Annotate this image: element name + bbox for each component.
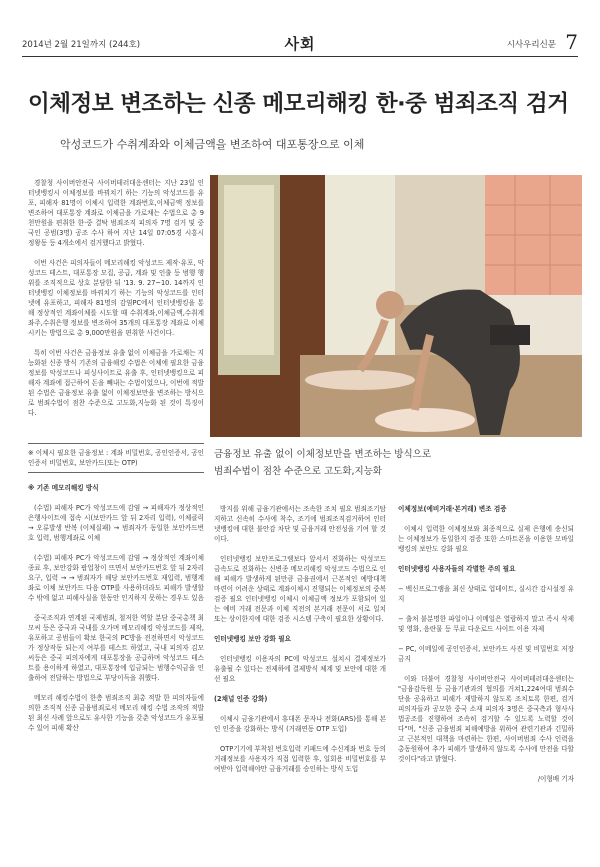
photo-illustration xyxy=(210,175,582,437)
article-paragraph: 이와 더불어 경찰청 사이버안전국 사이버테러대응센터는 "금융감독원 등 금융기관과의 협의를 거쳐1,224여대 범죄수단을 공유하고 피해가 재발하지 않도록 조치토록 한편, 검거 피의자들과 공모한 중국 소재 피의자 3명은 중국측과 형사사법공조를 진행하여 조속히 검거할 수 있도록 노력할 것이다"며, "신종 금융범죄 피해예방을 위하여 관련기관과 긴밀하고 근본적인 대책을 마련하는 한편, 사이버범죄 수사 인력을 총동원하여 추가 피해가 발생하지 않도록 수사에 만전을 다할 것이다"라고 밝혔다. xyxy=(398,675,574,763)
article-column-2 xyxy=(214,504,386,784)
article-paragraph: 메모리 해킹수법이 한층 범죄조직 최총 적발 한 피의자들에 의한 조직적 신종 금융범죄로서 메모리 해킹 수법 조작의 적발된 최신 사례 앞으로도 유사한 기능을 갖춘 악성코드가 유포될 수 있어 피해 확산 xyxy=(28,694,205,732)
list-item: − PC, 이메일에 공인인증서, 보안카드 사진 및 비밀번호 저장 금지 xyxy=(398,645,574,663)
masthead xyxy=(22,32,578,57)
caption-line: 범죄수법이 점찬 수준으로 고도화,지능화 xyxy=(214,466,383,477)
list-item: − 출처 불분명한 파일이나 이메일은 열람하지 말고 즉시 삭제 및 영화, 음란물 등 무료 다운로드 사이트 이용 자제 xyxy=(398,615,574,633)
paper-name: 시사우리신문 xyxy=(506,40,556,50)
subheadline: 악성코드가 수취계좌와 이체금액을 변조하여 대포통장으로 이체 xyxy=(60,138,365,151)
photo-caption xyxy=(214,446,504,480)
article-paragraph: (수법) 피해자 PC가 악성코드에 감염 → 피해자가 정상적인 은행사이트에 접속 시(보안카드 앞 뒤 2자리 입력), 이체클릭 → 오류발생 반복 (이체실패) → 범죄자가 동일한 보안카드번호 입력, 범행계좌로 이체 xyxy=(28,504,204,542)
news-photo xyxy=(210,175,582,437)
article-paragraph: 특히 이번 사건은 금융정보 유출 없이 이체금을 가로채는 지능화된 신종 방식 기존의 금융해킹 수법은 이체에 필요한 금융정보를 악성코드나 피싱사이트로 유출 후, 인터넷뱅킹으로 피해자 계좌에 접근하여 돈을 빼내는 수법이었으나, 이번에 적발된 수법은 금융정보 유출 없이 이체정보만을 변조하는 방식으로 범죄수법이 점찬 수준으로 고도화,지능화 된 것이 특징이다. xyxy=(28,349,205,417)
headline: 이체정보 변조하는 신종 메모리해킹 한·중 범죄조직 검거 xyxy=(28,91,569,117)
article-paragraph: 이번 사건은 피의자들이 메모리해킹 악성코드 제작·유포, 악성코드 테스트, 대포통장 모집, 공급, 계좌 및 인출 등 범행 행위를 조직적으로 상호 분담한 뒤 '13. 9. 27~10. 14까지 인터넷뱅킹 이체정보를 바꿔치기 하는 기능의 악성코드를 인터넷에 유포하고, 피해자 81명의 감염PC에서 인터넷뱅킹을 통해 정상적인 계좌이체를 시도할 때 수취계좌,이체금액,수취계좌주,수취은행 정보를 변조하여 35개의 대포통장 계좌로 이체시키는 방법으로 총 9,000만원을 편취한 사건이다. xyxy=(28,259,204,337)
byline: /이형배 기자 xyxy=(537,775,574,783)
caption-line: 금융정보 유출 없이 이체정보만을 변조하는 방식으로 xyxy=(214,449,431,460)
article-paragraph: 인터넷뱅킹 보안프로그램보다 앞서서 진화하는 악성코드 금속도로 진화하는 신변종 메모리해킹 악성코드 수법으로 인해 피해가 발생하게 된만큼 금융권에서 근본적인 예방대책 마련이 어려운 상태로 계좌이체시 진행되는 이체정보의 중복검증 필요 인터넷뱅킹 이체시 이체금액 정보가 포함되어 있는 예비 거래 전문과 이체 직전의 본거래 전문이 서로 일치 또는 상이한지에 대한 검증 시스템 구축이 필요한 상황이다. xyxy=(214,555,386,623)
article-paragraph: 경찰청 사이버안전국 사이버테러대응센터는 지난 23일 인터넷뱅킹시 이체정보를 바꿔치기 하는 기능의 악성코드를 유포, 피해자 81명이 이체시 입력한 계좌번호,이체금액 정보를 변조하여 대포통장 계좌로 이체금을 가로채는 수법으로 총 9천만원을 편취한 한·중 결탁 범죄조직 피의자 7명 검거 및 중국인 공범(3명) 공조 수사 하여 지난 14일 07:05경 시흥시 정왕동 등 4개소에서 검거했다고 밝혔다. xyxy=(28,179,204,247)
section-title: 사회 xyxy=(284,35,316,53)
subsection-heading: 인터넷뱅킹 사용자들의 각별한 주의 필요 xyxy=(398,565,516,573)
article-paragraph: OTP기기에 부착된 번호입력 키패드에 수신계좌 번호 등의 거래정보를 사용자가 직접 입력한 후, 일회용 비밀번호를 부여받아 입력해야만 금융거래를 승인하는 방식 도입 xyxy=(214,745,386,773)
subsection-heading: (2채널 인증 강화) xyxy=(214,695,268,703)
subsection-heading: 이체정보(예비거래·본거래) 변조 검증 xyxy=(398,505,507,513)
article-paragraph: 인터넷뱅킹 이용자의 PC에 악성코드 설치시 결제정보가 유출될 수 있다는 전제하에 결제방식 체계 및 보안에 대한 개선 필요 xyxy=(214,655,386,683)
article-column-1-top xyxy=(28,178,204,428)
page-number: 7 xyxy=(565,30,578,54)
subsection-heading: ※ 기존 메모리해킹 방식 xyxy=(28,484,99,492)
article-paragraph: 중국조직과 연계된 국제범죄, 철저한 역할 분담 중국총책 최모씨 등은 중국과 국내를 오가며 메모리해킹 악성코드를 제작,유포하고 공범들이 확보 한국의 PC방을 전전하면서 악성코드가 정상작동 되는지 여부를 테스트 하였고, 국내 피의자 김모씨등은 중국 피의자에게 대포통장을 공급하며 악성코드 테스트를 용이하게 하였고, 대포통장에 입금되는 범행수익금을 인출하여 전달하는 방법으로 부당이득을 취했다. xyxy=(28,614,205,682)
article-column-1-bottom xyxy=(28,443,204,743)
article-paragraph: 방지를 위해 금융기관에서는 조속한 조치 필요 범죄조기탐지하고 신속히 수사에 착수, 조기에 범죄조직검거하여 인터넷뱅킹에 대한 불안감 차단 및 금융거래 안전성을 기여 할 것이다. xyxy=(214,505,386,543)
info-box: ※ 이체시 필요한 금융정보 : 계좌 비밀번호, 공인인증서, 공인인증서 비밀번호, 보안카드(또는 OTP) xyxy=(28,443,204,473)
issue-date: 2014년 2월 21일까지 (244호) xyxy=(22,40,141,50)
article-column-3 xyxy=(398,504,574,794)
article-paragraph: 이체시 입력한 이체정보와 최종적으로 실제 은행에 송신되는 이체정보가 동일한지 검증 또한 스마트폰을 이용한 모바일뱅킹의 보안도 강화 필요 xyxy=(398,525,574,553)
article-paragraph: 이체시 금융기관에서 휴대폰 문자나 전화(ARS)를 통해 본인 인증을 강화하는 방식 (거래연동 OTP 도입) xyxy=(214,715,386,733)
subsection-heading: 인터넷뱅킹 보안 강화 필요 xyxy=(214,635,291,643)
list-item: − 백신프로그램을 최신 상태로 업데이트, 실시간 감시설정 유지 xyxy=(398,585,574,603)
article-paragraph: (수법) 피해자 PC가 악성코드에 감염 → 정상적인 계좌이체 종료 후, 보안강화 팝업창이 뜨면서 보안카드번호 앞 뒤 2자리 요구, 입력 → → 범죄자가 해당 보안카드번호 재입력, 범행계좌로 이체 보안카드 다음 OTP를 사용하더라도 피해가 발생할 수 밖에 없고 피해사실을 한동안 인지하지 못하는 경우도 있음 xyxy=(28,554,205,602)
